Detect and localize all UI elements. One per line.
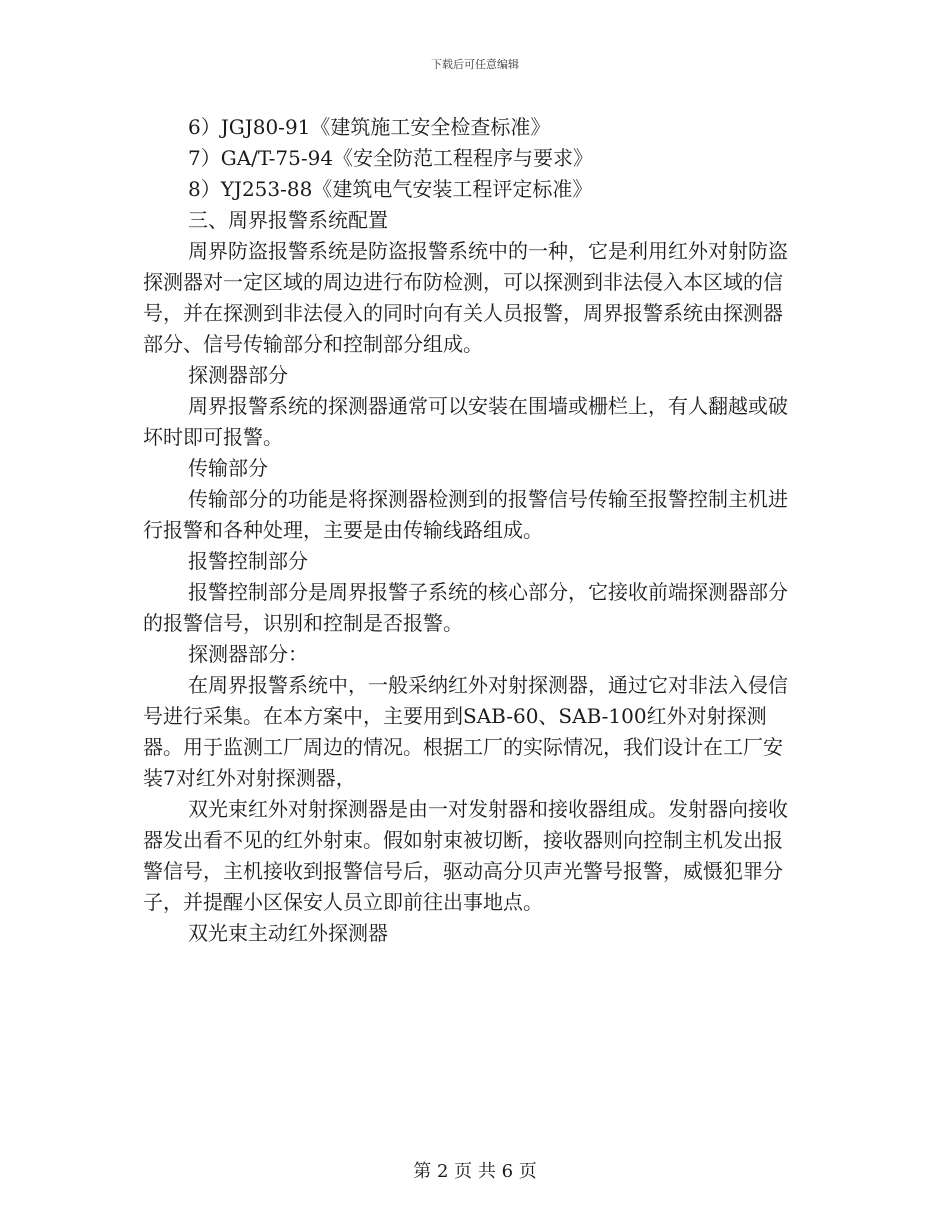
- paragraph-detector-detail: 在周界报警系统中，一般采纳红外对射探测器，通过它对非法入侵信号进行采集。在本方案中，主要用到SAB-60、SAB-100红外对射探测器。用于监测工厂周边的情况。根据工厂的实际情况，我们设计在工厂安装7对红外对射探测器，: [143, 673, 788, 790]
- paragraph-dual-beam: 双光束红外对射探测器是由一对发射器和接收器组成。发射器向接收器发出看不见的红外射束。假如射束被切断，接收器则向控制主机发出报警信号，主机接收到报警信号后，驱动高分贝声光警号报警，威慑犯罪分子，并提醒小区保安人员立即前往出事地点。: [143, 797, 788, 914]
- subheading-dual-beam-active: 双光束主动红外探测器: [188, 921, 388, 945]
- list-item-standard-7: 7）GA/T-75-94《安全防范工程程序与要求》: [188, 146, 594, 170]
- paragraph-detector: 周界报警系统的探测器通常可以安装在围墙或栅栏上，有人翻越或破坏时即可报警。: [143, 394, 788, 449]
- paragraph-transmission: 传输部分的功能是将探测器检测到的报警信号传输至报警控制主机进行报警和各种处理，主要是由传输线路组成。: [143, 487, 788, 542]
- subheading-detector-detail: 探测器部分：: [188, 642, 308, 666]
- subheading-transmission: 传输部分: [188, 456, 268, 480]
- list-item-standard-8: 8）YJ253-88《建筑电气安装工程评定标准》: [188, 177, 593, 201]
- section-heading-perimeter-alarm: 三、周界报警系统配置: [188, 208, 388, 232]
- page-header: 下载后可任意编辑: [431, 58, 519, 71]
- subheading-detector: 探测器部分: [188, 363, 288, 387]
- subheading-alarm-control: 报警控制部分: [188, 549, 308, 573]
- paragraph-alarm-control: 报警控制部分是周界报警子系统的核心部分，它接收前端探测器部分的报警信号，识别和控制是否报警。: [143, 580, 788, 635]
- document-body: [143, 112, 798, 949]
- page-footer: 第 2 页 共 6 页: [413, 1161, 537, 1182]
- paragraph-perimeter-intro: 周界防盗报警系统是防盗报警系统中的一种，它是利用红外对射防盗探测器对一定区域的周边进行布防检测，可以探测到非法侵入本区域的信号，并在探测到非法侵入的同时向有关人员报警，周界报警系统由探测器部分、信号传输部分和控制部分组成。: [143, 239, 788, 356]
- list-item-standard-6: 6）JGJ80-91《建筑施工安全检查标准》: [188, 115, 551, 139]
